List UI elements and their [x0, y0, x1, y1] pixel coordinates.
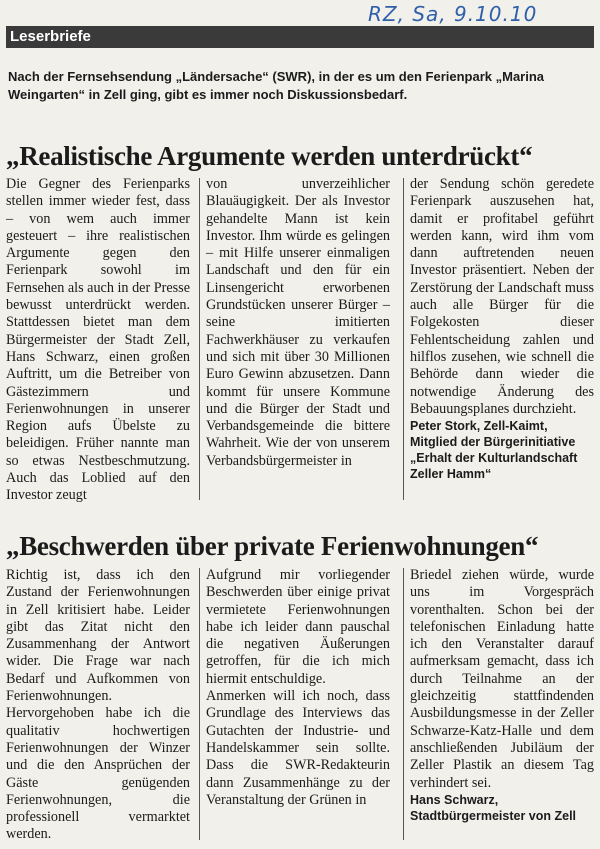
column-divider	[403, 178, 404, 500]
article1-col3-text: der Sendung schön geredete Ferienpark auszusehen hat, damit er profitabel geführt werden kann, wird ihm vom dann auftretenden neuen Investor präsentiert. Neben der Zerstörung der Landschaft muss auch alle Bürger für die Folgekosten dieser Fehlentscheidung zahlen und hilflos zusehen, wie schnell die Behörde dann wieder die notwendige Änderung des Bebauungsplanes durchzieht.	[410, 176, 594, 417]
article2-column1	[6, 567, 190, 844]
article1-col2-text: von unverzeihlicher Blauäugigkeit. Der als Investor gehandelte Mann ist kein Investor. Ihm würde es gelingen – mit Hilfe unserer einmaligen Landschaft und den für ein Linsengericht erworbenen Grundstücken unserer Bürger – seine imitierten Fachwerkhäuser zu verkaufen und sich mit über 30 Millionen Euro Gewinn abzusetzen. Dann kommt für unsere Kommune und die Bürger der Stadt und Verbandsgemeinde die bittere Wahrheit. Wie der von unserem Verbandsbürgermeister in	[206, 176, 390, 469]
article2-signature-name: Hans Schwarz,	[410, 792, 499, 807]
handwritten-date-note: RZ, Sa, 9.10.10	[368, 2, 538, 26]
article1-col1-text: Die Gegner des Ferienparks stellen immer wieder fest, dass – von wem auch immer gesteuert – ihre realistischen Argumente gegen den Ferienpark sowohl im Fernsehen als auch in der Presse bewusst unterdrückt werden. Stattdessen bietet man dem Bürgermeister der Stadt Zell, Hans Schwarz, einen großen Auftritt, um die Betreiber von Gästezimmern und Ferienwohnungen in unserer Region aufs Übelste zu beleidigen. Früher nannte man so etwas Nestbeschmutzung. Auch das Loblied auf den Investor zeugt	[6, 176, 190, 504]
article1-headline: „Realistische Argumente werden unterdrückt“	[6, 141, 533, 171]
column-divider	[199, 568, 200, 840]
article1-signature-role: Mitglied der Bürgerinitiative „Erhalt der Kulturlandschaft Zeller Hamm“	[410, 435, 578, 482]
article2-signature-role: Stadtbürgermeister von Zell	[410, 808, 577, 823]
column-divider	[403, 568, 404, 840]
article1-column1	[6, 176, 190, 505]
article2-col2-text-a: Aufgrund mir vorliegender Beschwerden über einige privat vermietete Ferienwohnungen habe ich leider dann pauschal die negativen Äußerungen getroffen, für die ich mich hiermit entschuldige.	[206, 567, 390, 687]
article2-column3	[410, 567, 594, 824]
article1-column3	[410, 176, 594, 482]
article2-col3-text: Briedel ziehen würde, wurde uns im Vorgespräch vorenthalten. Schon bei der telefonischen Einladung hatte ich den Veranstalter darauf aufmerksam gemacht, dass ich durch Teilnahme an der gleichzeitig stattfindenden Ausbildungsmesse in der Zeller Schwarze-Katz-Halle und dem anschließenden Jubiläum der Zeller Plastik an diesem Tag verhindert sei.	[410, 567, 594, 791]
intro-text: Nach der Fernsehsendung „Ländersache“ (SWR), in der es um den Ferienpark „Marina Weingarten“ in Zell ging, gibt es immer noch Diskussionsbedarf.	[8, 69, 545, 102]
column-divider	[199, 178, 200, 500]
section-header: Leserbriefe	[6, 26, 594, 48]
article1-signature-name: Peter Stork, Zell-Kaimt,	[410, 419, 548, 434]
article1-column2	[206, 176, 390, 470]
article2-headline: „Beschwerden über private Ferienwohnungen“	[6, 531, 539, 561]
article2-col1-text: Richtig ist, dass ich den Zustand der Ferienwohnungen in Zell kritisiert habe. Leider gibt das Zitat nicht den Zusammenhang der Antwort wider. Die Frage war nach Bedarf und Aufkommen von Ferienwohnungen. Hervorgehoben habe ich die qualitativ hochwertigen Ferienwohnungen der Winzer und die den Ansprüchen der Gäste genügenden Ferienwohnungen, die professionell vermarktet werden.	[6, 567, 190, 843]
article2-col2-text-b: Anmerken will ich noch, dass Grundlage des Interviews das Gutachten der Industrie- und Handelskammer sein sollte. Dass die SWR-Redakteurin dann Zusammenhänge zu der Veranstaltung der Grünen in	[206, 688, 390, 808]
article2-column2	[206, 567, 390, 809]
